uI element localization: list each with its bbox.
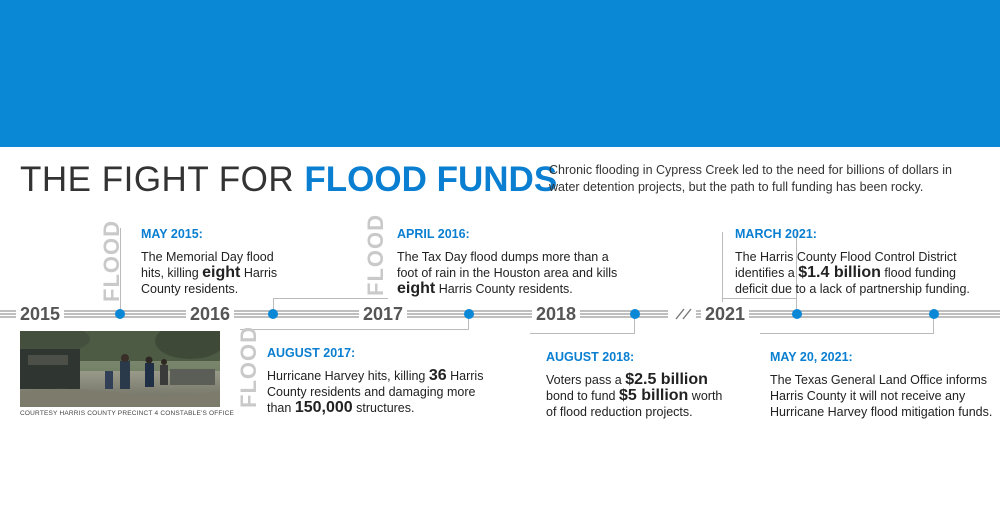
desc-text: Harris County residents. [141,266,278,296]
desc-highlight: $2.5 billion [625,371,708,388]
event-date: MAY 20, 2021: [770,350,853,364]
event-date: MAY 2015: [141,227,203,241]
desc-highlight: eight [202,264,241,281]
desc-highlight: eight [397,280,436,297]
photo-credit: COURTESY HARRIS COUNTY PRECINCT 4 CONSTABLE'S OFFICE [20,410,235,417]
flood-label-2017: FLOOD [236,326,261,408]
title-bold: FLOOD FUNDS [304,160,558,199]
event-aug2017 [267,346,489,416]
desc-text: Voters pass a [546,373,626,387]
event-aug2018 [546,350,736,420]
timeline-dot-mar2021 [792,309,802,319]
year-2018: 2018 [532,304,580,324]
desc-text: Harris County residents. [435,282,573,296]
year-2016: 2016 [186,304,234,324]
event-desc [735,249,971,297]
year-2021: 2021 [701,304,749,324]
event-desc [141,249,291,297]
desc-text: bond to fund [546,389,619,403]
year-2017: 2017 [359,304,407,324]
year-2015: 2015 [16,304,64,324]
flood-photo [20,331,220,407]
timeline-dot-may2015 [115,309,125,319]
event-date: APRIL 2016: [397,227,470,241]
event-desc [397,249,622,297]
top-banner [0,0,1000,147]
event-date: AUGUST 2017: [267,346,356,360]
event-desc [267,368,489,416]
timeline-dot-apr2016 [268,309,278,319]
event-apr2016 [397,227,622,297]
flood-label-2016: FLOOD [363,214,388,296]
title-light: THE FIGHT FOR [20,160,305,199]
desc-text: structures. [352,401,415,415]
desc-text: Hurricane Harvey hits, killing [267,369,429,383]
event-may2015 [141,227,291,297]
desc-highlight: 36 [428,367,447,384]
desc-highlight: 150,000 [294,399,353,416]
timeline-dot-may2021 [929,309,939,319]
flood-label-2015: FLOOD [99,220,124,302]
desc-text: flood funding deficit due to a lack of partnership funding. [735,266,970,296]
event-date: AUGUST 2018: [546,350,635,364]
subtitle: Chronic flooding in Cypress Creek led to the need for billions of dollars in water detention projects, but the path to full funding has been rocky. [549,163,952,194]
timeline-dot-aug2017 [464,309,474,319]
event-mar2021 [735,227,971,297]
event-desc [546,372,736,420]
timeline-dot-aug2018 [630,309,640,319]
desc-text: The Harris County Flood Control District identifies a [735,250,957,280]
desc-highlight: $5 billion [618,387,689,404]
event-date: MARCH 2021: [735,227,817,241]
connector-may2021 [760,314,934,334]
event-desc: The Texas General Land Office informs Harris County it will not receive any Hurricane Harvey flood mitigation funds. [770,373,993,419]
desc-text: worth of flood reduction projects. [546,389,723,419]
desc-text: The Tax Day flood dumps more than a foot of rain in the Houston area and kills [397,250,618,280]
desc-highlight: $1.4 billion [798,264,881,281]
page-title [20,160,557,200]
event-may2021 [770,350,995,420]
desc-text: The Memorial Day flood hits, killing [141,250,274,280]
desc-text: Harris County residents and damaging more than [267,369,484,415]
